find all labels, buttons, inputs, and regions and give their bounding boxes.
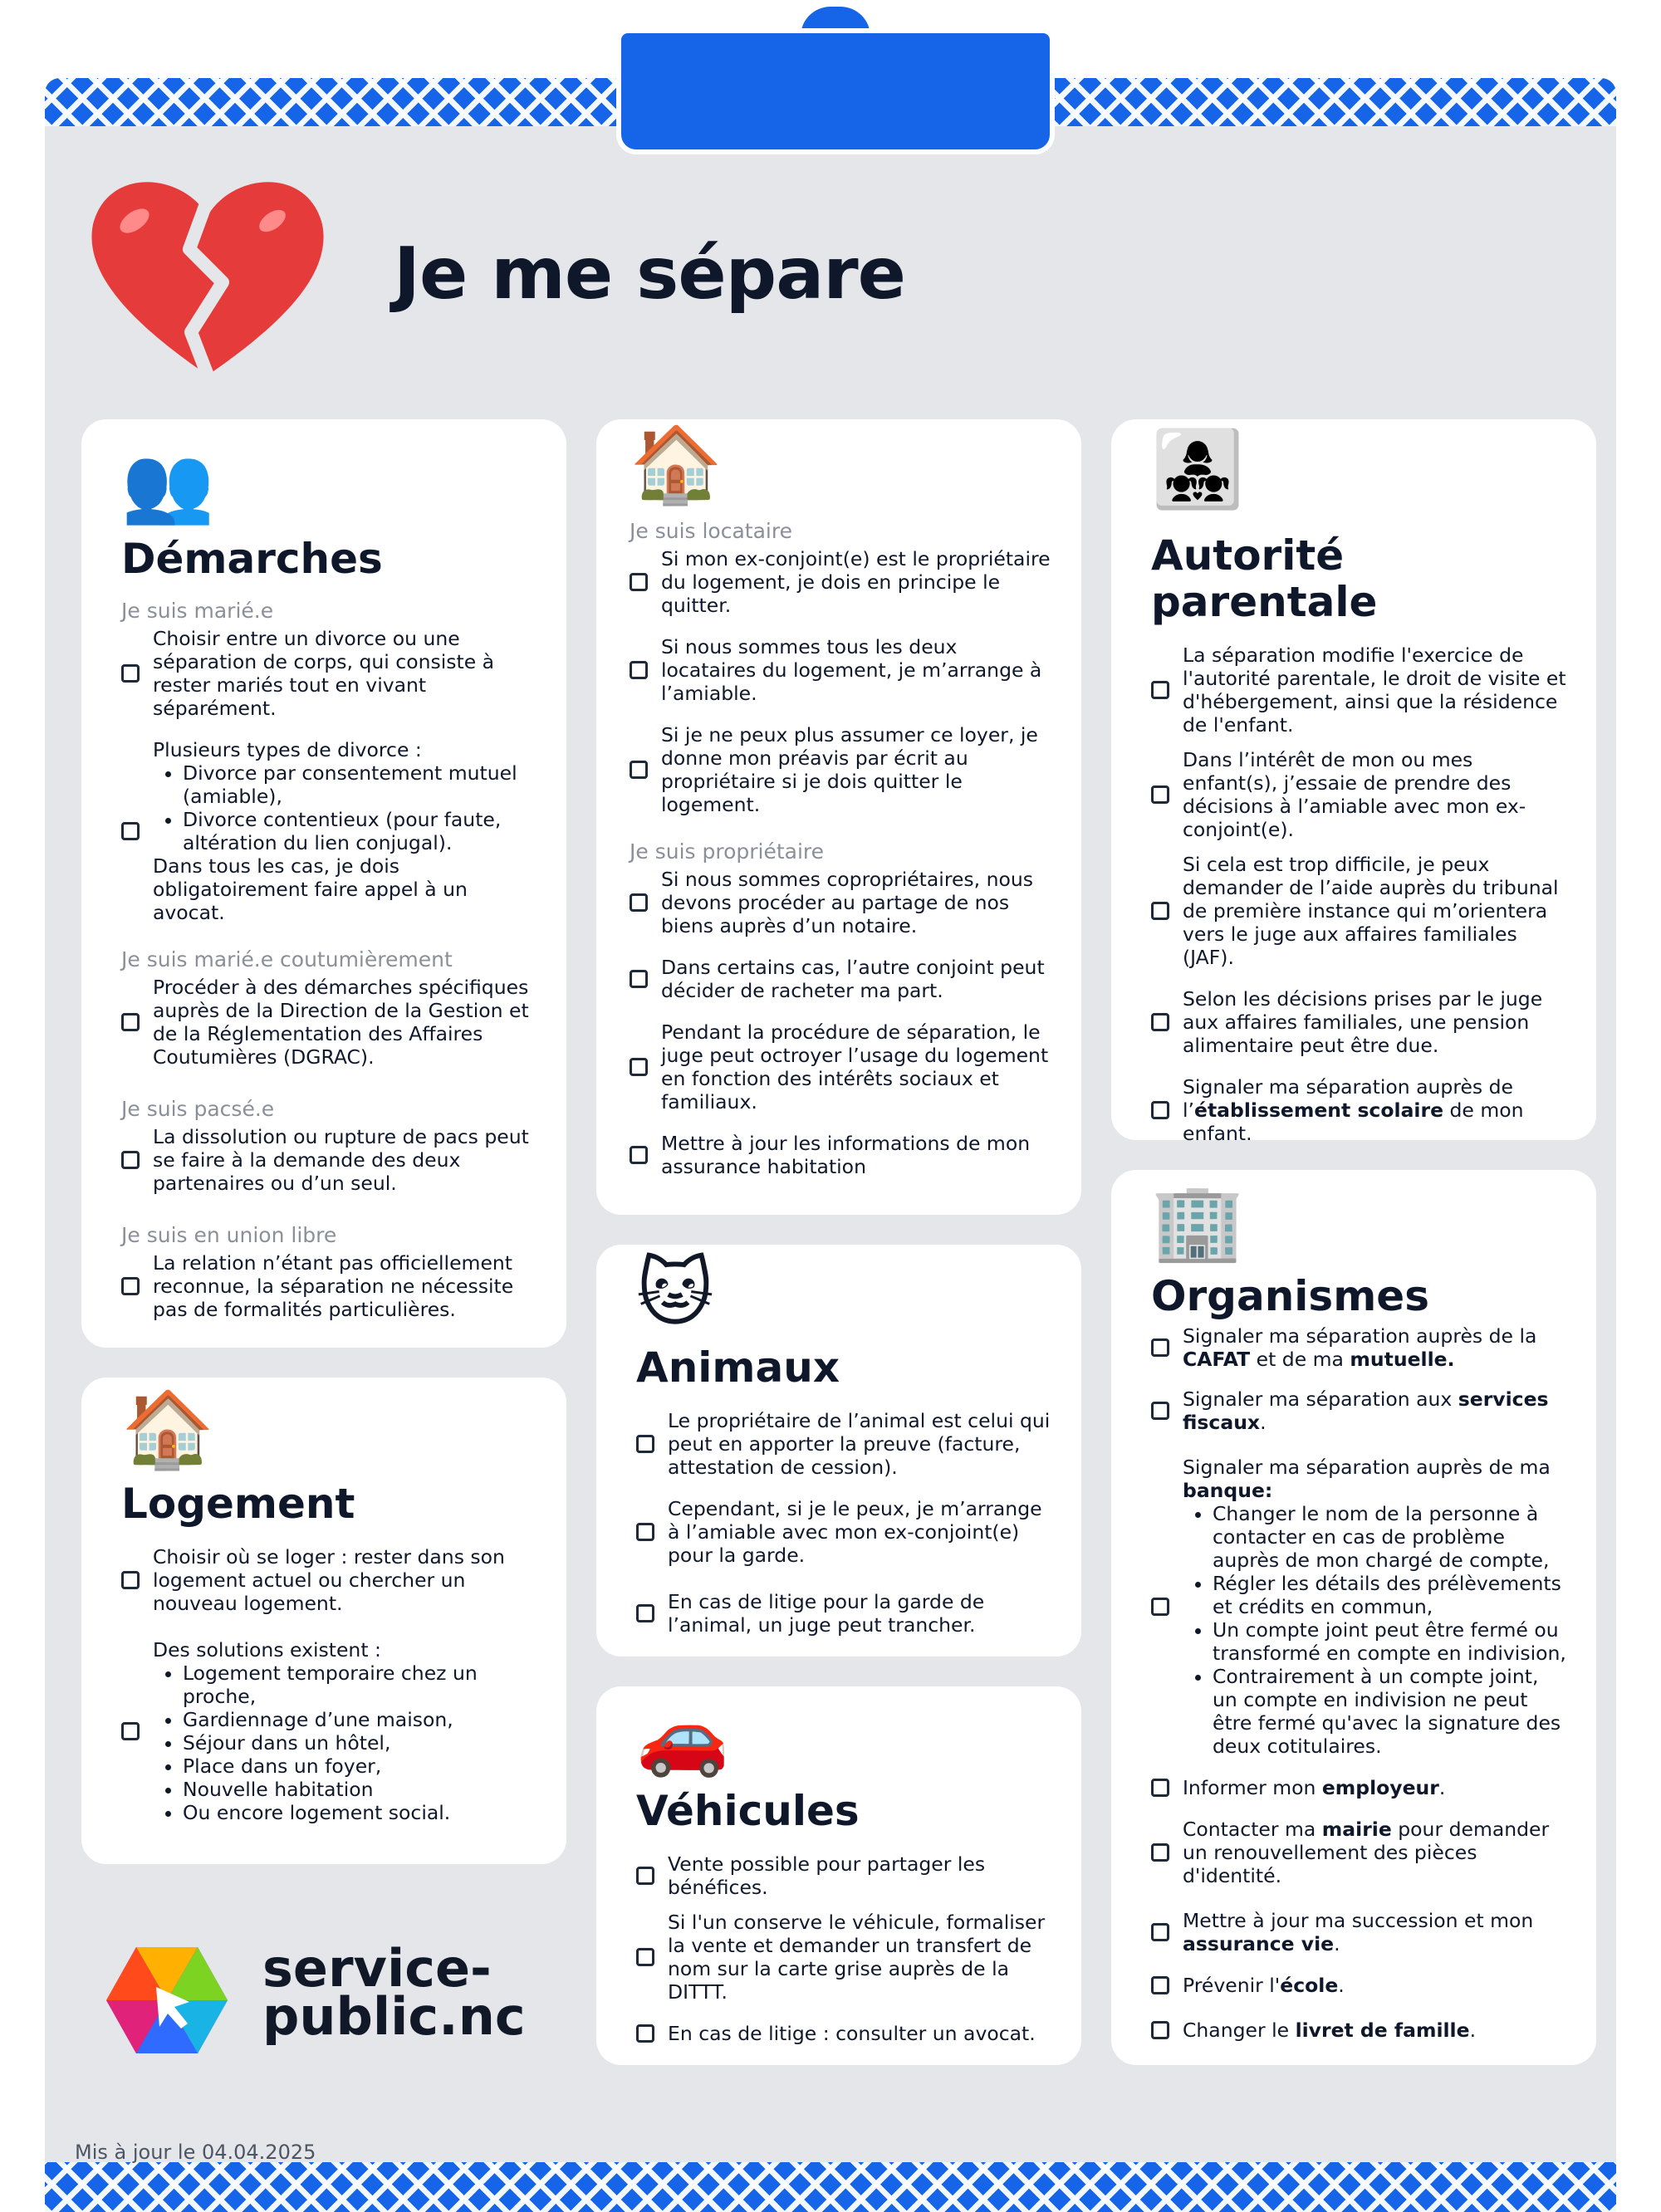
card-title: Démarches xyxy=(121,535,383,583)
checklist-item xyxy=(121,1545,537,1615)
checklist-item xyxy=(1151,1387,1566,1434)
checkbox[interactable] xyxy=(630,573,648,591)
card-logement xyxy=(81,1378,566,1864)
cat-icon: 🐱 xyxy=(636,1250,714,1337)
checklist-item xyxy=(1151,1456,1566,1758)
item-text: Choisir entre un divorce ou une séparation de corps, qui consiste à rester mariés tout en vivant séparément. xyxy=(153,627,495,720)
item-text: Informer mon employeur. xyxy=(1183,1776,1446,1799)
group-label: Je suis propriétaire xyxy=(630,839,825,864)
family-icon: 👩‍👧‍👧 xyxy=(1151,426,1245,513)
checkbox[interactable] xyxy=(121,1722,140,1740)
item-text: Vente possible pour partager les bénéfices. xyxy=(668,1852,986,1899)
checkbox[interactable] xyxy=(630,1058,648,1076)
item-text: Si nous sommes tous les deux locataires du logement, je m’arrange à l’amiable. xyxy=(661,635,1042,705)
checklist-item xyxy=(636,1852,1051,1899)
checkbox[interactable] xyxy=(636,1948,654,1966)
group-label: Je suis locataire xyxy=(630,519,792,543)
couple-icon: 👥 xyxy=(121,441,215,528)
checklist-item xyxy=(630,723,1051,816)
card-autorite-parentale xyxy=(1111,419,1596,1145)
item-text: Prévenir l'école. xyxy=(1183,1974,1345,1997)
page-title: Je me sépare xyxy=(394,232,905,316)
item-text: Si cela est trop difficile, je peux demander de l’aide auprès du tribunal de première instance qui m’orientera vers le juge aux affaires familiales (JAF). xyxy=(1183,853,1559,969)
checklist-item xyxy=(1151,853,1566,969)
checkbox[interactable] xyxy=(1151,1101,1169,1119)
item-text: Signaler ma séparation auprès de ma banque: • Changer le nom de la personne à contacter en cas de problème auprès de mon chargé de compte, • Régler les détails des prélèvements et crédits en commun, • Un compte joint peut être fermé ou transformé en compte en indivision, • Contrairement à un compte joint, un compte en indivision ne peut être fermé qu'avec la signature des deux cotitulaires. xyxy=(1183,1456,1566,1758)
card-title: Logement xyxy=(121,1480,355,1528)
checkbox[interactable] xyxy=(1151,1923,1169,1941)
card-animaux xyxy=(596,1245,1081,1657)
checklist-item xyxy=(1151,1909,1566,1955)
checkbox[interactable] xyxy=(1151,785,1169,804)
checklist-item xyxy=(636,1497,1051,1567)
item-text: Si mon ex-conjoint(e) est le propriétaire du logement, je dois en principe le quitter. xyxy=(661,547,1051,617)
card-organismes xyxy=(1111,1170,1596,2065)
checklist-item xyxy=(630,956,1051,1002)
bottom-pattern-band xyxy=(45,2162,1616,2212)
car-icon: 🚗 xyxy=(636,1693,730,1780)
item-text: La séparation modifie l'exercice de l'autorité parentale, le droit de visite et d'hébergement, ainsi que la résidence de l'enfant. xyxy=(1183,644,1566,737)
checkbox[interactable] xyxy=(1151,1976,1169,1994)
checkbox[interactable] xyxy=(1151,1779,1169,1797)
house-icon: 🏠 xyxy=(630,421,723,508)
item-text: Le propriétaire de l’animal est celui qui peut en apporter la preuve (facture, attestation de cession). xyxy=(668,1409,1051,1479)
checkbox[interactable] xyxy=(121,1277,140,1295)
card-title: Véhicules xyxy=(636,1787,860,1835)
checkbox[interactable] xyxy=(1151,1843,1169,1862)
group-label: Je suis marié.e coutumièrement xyxy=(121,947,453,971)
item-text: Si je ne peux plus assumer ce loyer, je donne mon préavis par écrit au propriétaire si je dois quitter le logement. xyxy=(661,723,1038,816)
item-text: Si nous sommes copropriétaires, nous devons procéder au partage de nos biens auprès d’un notaire. xyxy=(661,868,1034,937)
checkbox[interactable] xyxy=(1151,2021,1169,2039)
checkbox[interactable] xyxy=(1151,681,1169,699)
checkbox[interactable] xyxy=(630,661,648,679)
item-text: Choisir où se loger : rester dans son logement actuel ou chercher un nouveau logement. xyxy=(153,1545,505,1615)
item-text: Changer le livret de famille. xyxy=(1183,2019,1477,2042)
office-building-icon: 🏢 xyxy=(1151,1178,1245,1265)
group-label: Je suis en union libre xyxy=(121,1223,337,1247)
item-text: Selon les décisions prises par le juge aux affaires familiales, une pension alimentaire peut être due. xyxy=(1183,987,1543,1057)
card-title: Autorité parentale xyxy=(1151,531,1378,626)
item-text: Signaler ma séparation auprès de la CAFAT et de ma mutuelle. xyxy=(1183,1324,1537,1371)
checklist-item xyxy=(121,976,537,1069)
item-text: Signaler ma séparation aux services fiscaux. xyxy=(1183,1387,1549,1434)
checklist-item xyxy=(636,1409,1051,1479)
checkbox[interactable] xyxy=(630,761,648,779)
item-text: Dans l’intérêt de mon ou mes enfant(s), j’essaie de prendre des décisions à l’amiable avec mon ex-conjoint(e). xyxy=(1183,748,1526,841)
item-text: En cas de litige : consulter un avocat. xyxy=(668,2022,1036,2045)
card-logement-statut xyxy=(596,419,1081,1215)
checklist-item xyxy=(1151,1974,1566,1997)
checklist-item xyxy=(121,627,537,720)
checkbox[interactable] xyxy=(636,1867,654,1885)
item-text: Si l'un conserve le véhicule, formaliser la vente et demander un transfert de nom sur la carte grise auprès de la DITTT. xyxy=(668,1911,1046,2004)
service-public-logo-icon xyxy=(106,1947,228,2053)
checkbox[interactable] xyxy=(636,1604,654,1622)
checklist-item xyxy=(630,635,1051,705)
item-text: Cependant, si je le peux, je m’arrange à l’amiable avec mon ex-conjoint(e) pour la garde. xyxy=(668,1497,1042,1567)
group-label: Je suis marié.e xyxy=(121,599,274,623)
checklist-item xyxy=(1151,644,1566,737)
item-text: Pendant la procédure de séparation, le juge peut octroyer l’usage du logement en fonction des intérêts sociaux et familiaux. xyxy=(661,1020,1049,1113)
checklist-item xyxy=(1151,1324,1566,1371)
checklist-item xyxy=(630,868,1051,937)
checklist-item xyxy=(1151,748,1566,841)
checklist-item xyxy=(630,1132,1051,1178)
checklist-item xyxy=(630,547,1051,617)
item-text: Procéder à des démarches spécifiques auprès de la Direction de la Gestion et de la Réglementation des Affaires Coutumières (DGRAC). xyxy=(153,976,529,1069)
clipboard-clip xyxy=(616,28,1055,154)
card-demarches xyxy=(81,419,566,1348)
checkbox[interactable] xyxy=(636,1523,654,1541)
checkbox[interactable] xyxy=(630,893,648,912)
checklist-item xyxy=(636,1590,1051,1637)
item-text: Des solutions existent : • Logement temporaire chez un proche, • Gardiennage d’une maison, • Séjour dans un hôtel, • Place dans un foyer, • Nouvelle habitation • Ou encore logement social. xyxy=(153,1638,537,1824)
item-text: Signaler ma séparation auprès de l’établissement scolaire de mon enfant. xyxy=(1183,1075,1524,1145)
checkbox[interactable] xyxy=(1151,1402,1169,1420)
group-label: Je suis pacsé.e xyxy=(121,1097,275,1121)
checkbox[interactable] xyxy=(121,1013,140,1031)
service-public-logo-text: service- public.nc xyxy=(262,1938,526,2047)
checkbox[interactable] xyxy=(121,664,140,683)
checklist-item xyxy=(1151,987,1566,1057)
checkbox[interactable] xyxy=(121,822,140,840)
checklist-item xyxy=(121,1638,537,1824)
item-text: Dans certains cas, l’autre conjoint peut décider de racheter ma part. xyxy=(661,956,1045,1002)
checkbox[interactable] xyxy=(1151,1598,1169,1616)
broken-heart-icon xyxy=(83,166,332,382)
checkbox[interactable] xyxy=(121,1571,140,1589)
checkbox[interactable] xyxy=(636,2024,654,2043)
checklist-item xyxy=(636,1911,1051,2004)
last-updated-text: Mis à jour le 04.04.2025 xyxy=(75,2141,316,2164)
checklist-item xyxy=(1151,2019,1566,2042)
item-text: La dissolution ou rupture de pacs peut se faire à la demande des deux partenaires ou d’un seul. xyxy=(153,1125,529,1195)
checklist-item xyxy=(1151,1818,1566,1887)
item-text: Contacter ma mairie pour demander un renouvellement des pièces d'identité. xyxy=(1183,1818,1550,1887)
checklist-item xyxy=(121,1251,537,1321)
card-title: Organismes xyxy=(1151,1272,1429,1320)
checkbox[interactable] xyxy=(121,1151,140,1169)
checkbox[interactable] xyxy=(630,970,648,988)
checklist-item xyxy=(121,738,537,924)
house-icon: 🏠 xyxy=(121,1386,215,1473)
checklist-item xyxy=(636,2022,1051,2045)
checkbox[interactable] xyxy=(1151,902,1169,920)
item-text: La relation n’étant pas officiellement reconnue, la séparation ne nécessite pas de formalités particulières. xyxy=(153,1251,514,1321)
item-text: Mettre à jour les informations de mon assurance habitation xyxy=(661,1132,1031,1178)
checkbox[interactable] xyxy=(636,1435,654,1453)
checklist-item xyxy=(121,1125,537,1195)
checklist-item xyxy=(1151,1776,1566,1799)
card-vehicules xyxy=(596,1686,1081,2065)
checkbox[interactable] xyxy=(1151,1338,1169,1357)
checkbox[interactable] xyxy=(1151,1013,1169,1031)
checklist-item xyxy=(630,1020,1051,1113)
item-text: Plusieurs types de divorce : • Divorce par consentement mutuel (amiable), • Divorce contentieux (pour faute, altération du lien conjugal). Dans tous les cas, je dois obligatoirement faire appel à un avocat. xyxy=(153,738,537,924)
card-title: Animaux xyxy=(636,1343,840,1392)
item-text: En cas de litige pour la garde de l’animal, un juge peut trancher. xyxy=(668,1590,985,1637)
item-text: Mettre à jour ma succession et mon assurance vie. xyxy=(1183,1909,1534,1955)
checklist-item xyxy=(1151,1075,1566,1145)
checkbox[interactable] xyxy=(630,1146,648,1164)
